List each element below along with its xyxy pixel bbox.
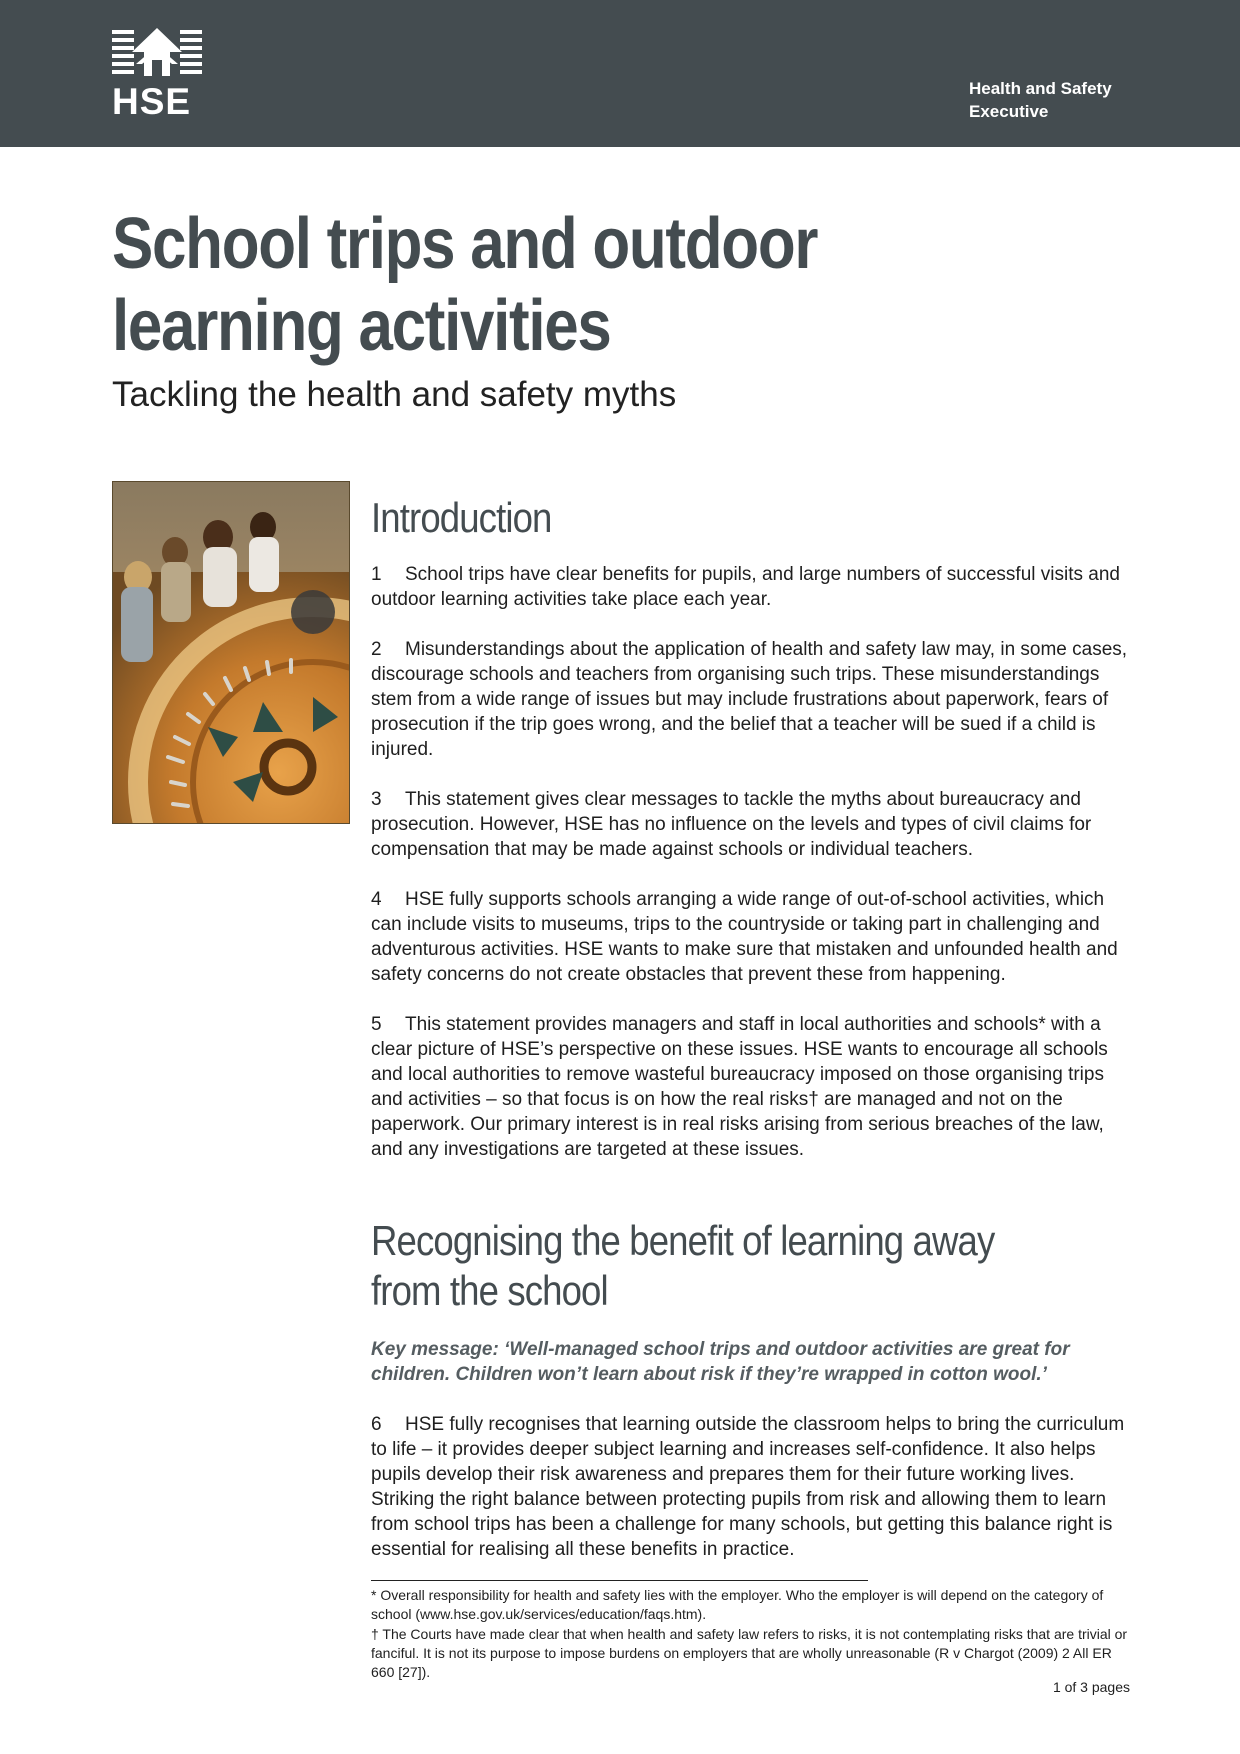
paragraph-2	[371, 637, 1131, 762]
paragraph-number: 2	[371, 639, 382, 660]
paragraph-text: Misunderstandings about the application of health and safety law may, in some cases, discourage schools and teachers from organising such trips. These misunderstandings stem from a wide range of issues but may include frustrations about paperwork, fears of prosecution if the trip goes wrong, and the belief that a teacher will be sued if a child is injured.	[371, 639, 1128, 760]
section-heading-recognising-line2: from the school	[371, 1267, 608, 1314]
page-title-line2: learning activities	[112, 286, 611, 366]
page-indicator: 1 of 3 pages	[1052, 1679, 1130, 1695]
section-heading-recognising-line1: Recognising the benefit of learning away	[371, 1217, 995, 1264]
key-message: Key message: ‘Well-managed school trips and outdoor activities are great for children. Children won’t learn about risk if they’re wrapped in cotton wool.’	[371, 1339, 1070, 1385]
organisation-name	[969, 77, 1112, 123]
children-compass-photo	[112, 481, 350, 824]
footnote-courts: † The Courts have made clear that when health and safety law refers to risks, it is not contemplating risks that are trivial or fanciful. It is not its purpose to impose burdens on employers that are wholly unreasonable (R v Chargot (2009) 2 All ER 660 [27]).	[371, 1626, 1128, 1680]
footnote-employer: * Overall responsibility for health and safety lies with the employer. Who the employer is will depend on the category of school (www.hse.gov.uk/services/education/faqs.htm).	[371, 1587, 1104, 1622]
paragraph-text: HSE fully supports schools arranging a wide range of out-of-school activities, which can include visits to museums, trips to the countryside or taking part in challenging and adventurous activities. HSE wants to make sure that mistaken and unfounded health and safety concerns do not create obstacles that prevent these from happening.	[371, 889, 1118, 985]
paragraph-text: School trips have clear benefits for pupils, and large numbers of successful visits and outdoor learning activities take place each year.	[371, 564, 1120, 610]
page-title	[112, 203, 817, 367]
paragraph-number: 4	[371, 889, 382, 910]
hse-logo	[112, 28, 202, 120]
paragraph-3	[371, 787, 1131, 862]
paragraph-text: HSE fully recognises that learning outside the classroom helps to bring the curriculum to life – it provides deeper subject learning and increases self-confidence. It also helps pupils develop their risk awareness and prepares them for their future working lives. Striking the right balance between protecting pupils from risk and allowing them to learn from school trips has been a challenge for many schools, but getting this balance right is essential for realising all these benefits in practice.	[371, 1414, 1125, 1560]
footnote-divider	[371, 1580, 868, 1581]
paragraph-5	[371, 1012, 1131, 1162]
paragraph-number: 3	[371, 789, 382, 810]
paragraph-4	[371, 887, 1131, 987]
paragraph-text: This statement provides managers and staff in local authorities and schools* with a clear picture of HSE’s perspective on these issues. HSE wants to encourage all schools and local authorities to remove wasteful bureaucracy imposed on those organising trips and activities – so that focus is on how the real risks† are managed and not on the paperwork. Our primary interest is in real risks arising from serious breaches of the law, and any investigations are targeted at these issues.	[371, 1014, 1108, 1160]
hse-logo-mark	[112, 28, 202, 84]
paragraph-text: This statement gives clear messages to tackle the myths about bureaucracy and prosecution. However, HSE has no influence on the levels and types of civil claims for compensation that may be made against schools or individual teachers.	[371, 789, 1092, 860]
hse-logo-text: HSE	[112, 81, 192, 122]
paragraph-number: 6	[371, 1414, 382, 1435]
section-heading-recognising	[371, 1216, 994, 1316]
header-bar	[0, 0, 1240, 147]
paragraph-1	[371, 562, 1131, 612]
page-subtitle: Tackling the health and safety myths	[112, 375, 677, 414]
paragraph-6	[371, 1412, 1131, 1562]
paragraph-number: 5	[371, 1014, 382, 1035]
page-title-line1: School trips and outdoor	[112, 204, 818, 284]
section-heading-introduction: Introduction	[371, 494, 552, 541]
organisation-name-line1: Health and Safety	[969, 79, 1112, 98]
organisation-name-line2: Executive	[969, 102, 1049, 121]
paragraph-number: 1	[371, 564, 382, 585]
